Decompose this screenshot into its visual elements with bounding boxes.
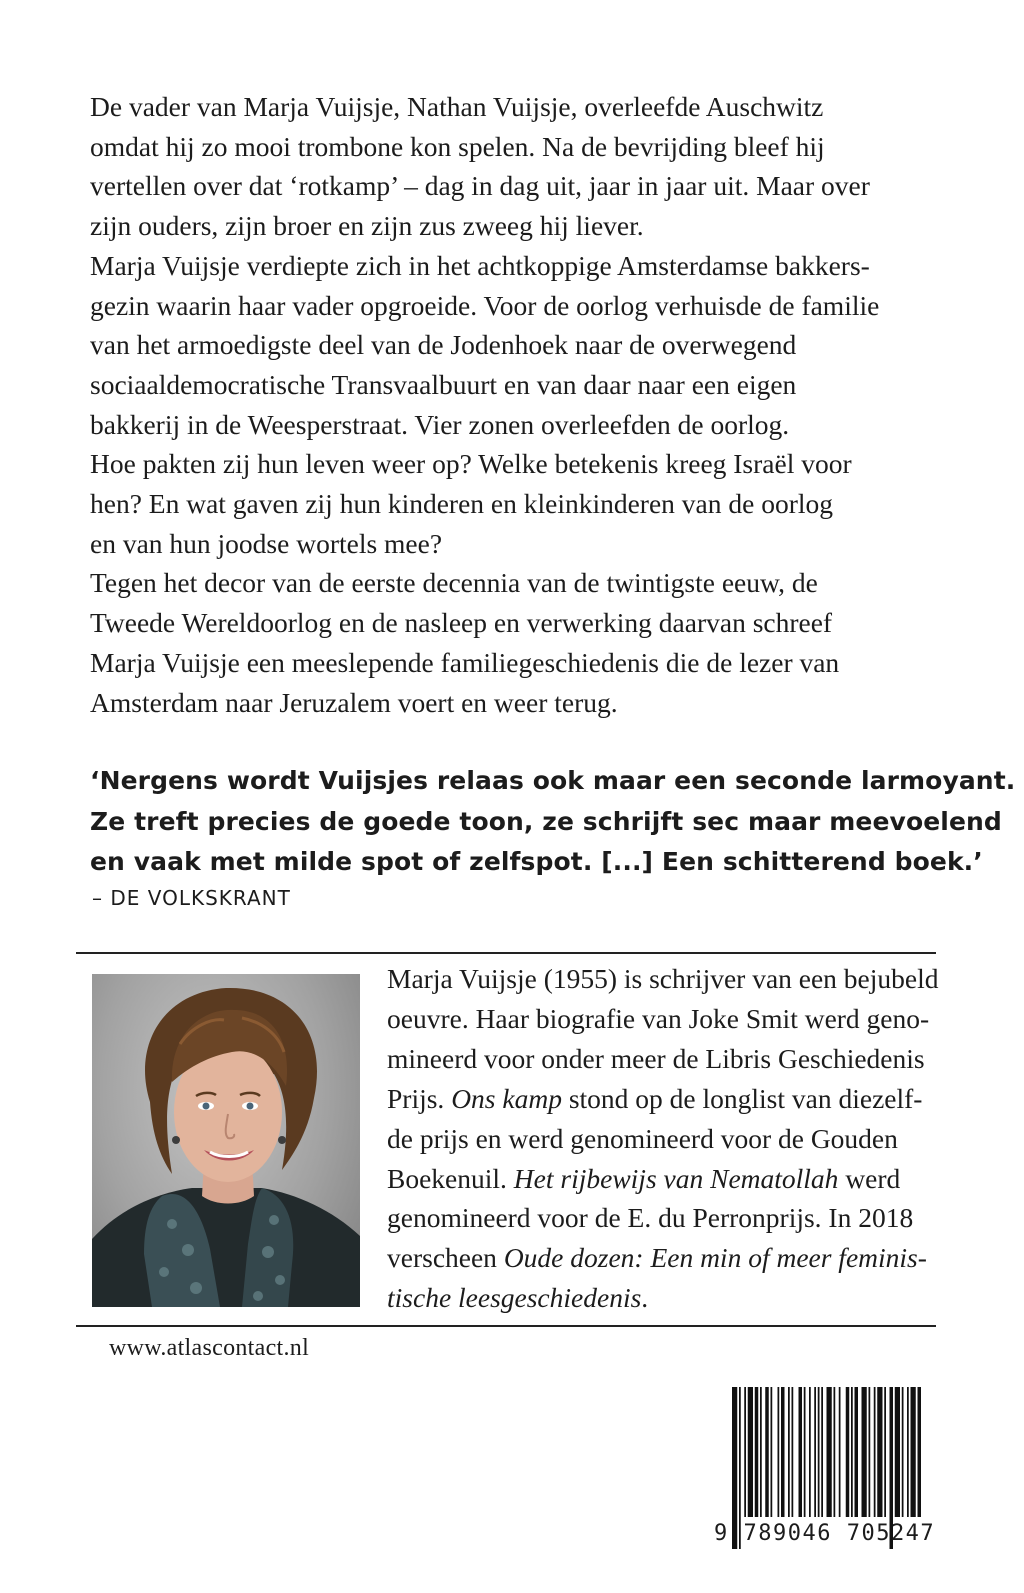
barcode-bar [918, 1387, 922, 1517]
barcode-bar [851, 1387, 853, 1517]
quote-source: – DE VOLKSKRANT [92, 886, 291, 910]
book-title: tische leesgeschiedenis [387, 1282, 642, 1314]
barcode-bar [827, 1387, 832, 1517]
barcode-bar [869, 1387, 871, 1517]
barcode-bar [902, 1387, 904, 1517]
bio-line [387, 1039, 987, 1079]
blurb-line: Amsterdam naar Jeruzalem voert en weer terug. [90, 686, 618, 718]
blurb-line: Tweede Wereldoorlog en de nasleep en verwerking daarvan schreef [90, 607, 833, 639]
bio-line [387, 1198, 987, 1238]
blurb-text [90, 87, 990, 722]
isbn-digits: 9 789046 705247 [714, 1521, 936, 1546]
blurb-line: van het armoedigste deel van de Jodenhoek naar de overwegend [90, 329, 797, 361]
bio-line [387, 1079, 987, 1119]
barcode-bar [771, 1387, 773, 1517]
book-title: Ons kamp [451, 1082, 562, 1114]
publisher-website[interactable]: www.atlascontact.nl [109, 1335, 310, 1361]
barcode-bar [781, 1387, 785, 1517]
barcode-bar [907, 1387, 909, 1517]
blurb-line: sociaaldemocratische Transvaalbuurt en van daar naar een eigen [90, 368, 797, 400]
bio-text: Marja Vuijsje (1955) is schrijver van een bejubeld [387, 963, 939, 994]
quote-line: Ze treft precies de goede toon, ze schrijft sec maar meevoelend [90, 806, 1002, 836]
barcode-bar [884, 1387, 886, 1517]
blurb-line: zijn ouders, zijn broer en zijn zus zweeg hij liever. [90, 210, 644, 242]
blurb-line: Marja Vuijsje een meeslepende familiegeschiedenis die de lezer van [90, 646, 840, 678]
barcode-bar [834, 1387, 836, 1517]
quote-line: ‘Nergens wordt Vuijsjes relaas ook maar een seconde larmoyant. [90, 766, 1016, 795]
barcode-bar [809, 1387, 811, 1517]
barcode-bar [755, 1387, 759, 1517]
barcode-bar [814, 1387, 816, 1517]
bio-text: mineerd voor onder meer de Libris Geschiedenis [387, 1042, 925, 1074]
blurb-line: Tegen het decor van de eerste decennia van de twintigste eeuw, de [90, 567, 818, 599]
author-bio [387, 959, 987, 1318]
barcode-bar [804, 1387, 806, 1517]
divider-top [76, 952, 936, 954]
barcode-bar [911, 1387, 916, 1517]
barcode-bar [895, 1387, 900, 1517]
bio-text: oeuvre. Haar biografie van Joke Smit werd geno- [387, 1002, 930, 1034]
barcode-bar [765, 1387, 769, 1517]
barcode-bar [874, 1387, 876, 1517]
quote-line: en vaak met milde spot of zelfspot. [...] Een schitterend boek.’ [90, 847, 983, 876]
bio-text: verscheen [387, 1242, 504, 1274]
barcode-bar [818, 1387, 820, 1517]
blurb-line: omdat hij zo mooi trombone kon spelen. Na de bevrijding bleef hij [90, 130, 825, 162]
blurb-line: gezin waarin haar vader opgroeide. Voor de oorlog verhuisde de familie [90, 289, 880, 321]
divider-bottom [76, 1325, 936, 1327]
bio-line [387, 959, 987, 999]
bio-line [387, 1119, 987, 1159]
bio-line [387, 1159, 987, 1199]
bio-text: werd [838, 1162, 901, 1194]
barcode-bar [846, 1387, 850, 1517]
barcode-bar [839, 1387, 841, 1517]
barcode-bar [778, 1387, 780, 1517]
blurb-line: bakkerij in de Weesperstraat. Vier zonen overleefden de oorlog. [90, 408, 790, 440]
barcode-bar [744, 1387, 746, 1517]
bio-text: Prijs. [387, 1082, 452, 1114]
barcode-bar [760, 1387, 762, 1517]
blurb-line: Marja Vuijsje verdiepte zich in het achtkoppige Amsterdamse bakkers- [90, 249, 870, 281]
review-quote [90, 761, 1016, 883]
bio-line [387, 1278, 987, 1318]
blurb-line: Hoe pakten zij hun leven weer op? Welke betekenis kreeg Israël voor [90, 448, 852, 480]
author-photo [92, 974, 360, 1307]
bio-text: stond op de longlist van diezelf- [561, 1082, 923, 1114]
bio-text: de prijs en werd genomineerd voor de Gouden [387, 1122, 898, 1154]
bio-line [387, 999, 987, 1039]
barcode-bar [748, 1387, 753, 1517]
barcode-bar [877, 1387, 882, 1517]
barcode-bar [788, 1387, 790, 1517]
bio-text: genomineerd voor de E. du Perronprijs. In 2018 [387, 1202, 914, 1234]
blurb-line: De vader van Marja Vuijsje, Nathan Vuijsje, overleefde Auschwitz [90, 91, 824, 122]
blurb-line: en van hun joodse wortels mee? [90, 527, 443, 559]
book-title: Oude dozen: Een min of meer feminis- [503, 1242, 927, 1274]
blurb-line: hen? En wat gaven zij hun kinderen en kleinkinderen van de oorlog [90, 488, 834, 520]
barcode-bar [821, 1387, 823, 1517]
barcode-bar [862, 1387, 867, 1517]
bio-text: . [641, 1282, 649, 1314]
blurb-line: vertellen over dat ‘rotkamp’ – dag in dag uit, jaar in jaar uit. Maar over [90, 170, 870, 202]
bio-text: Boekenuil. [387, 1162, 514, 1194]
barcode-bar [792, 1387, 794, 1517]
barcode-bar [855, 1387, 859, 1517]
bio-line [387, 1238, 987, 1278]
barcode-bar [799, 1387, 803, 1517]
book-title: Het rijbewijs van Nematollah [513, 1162, 839, 1194]
